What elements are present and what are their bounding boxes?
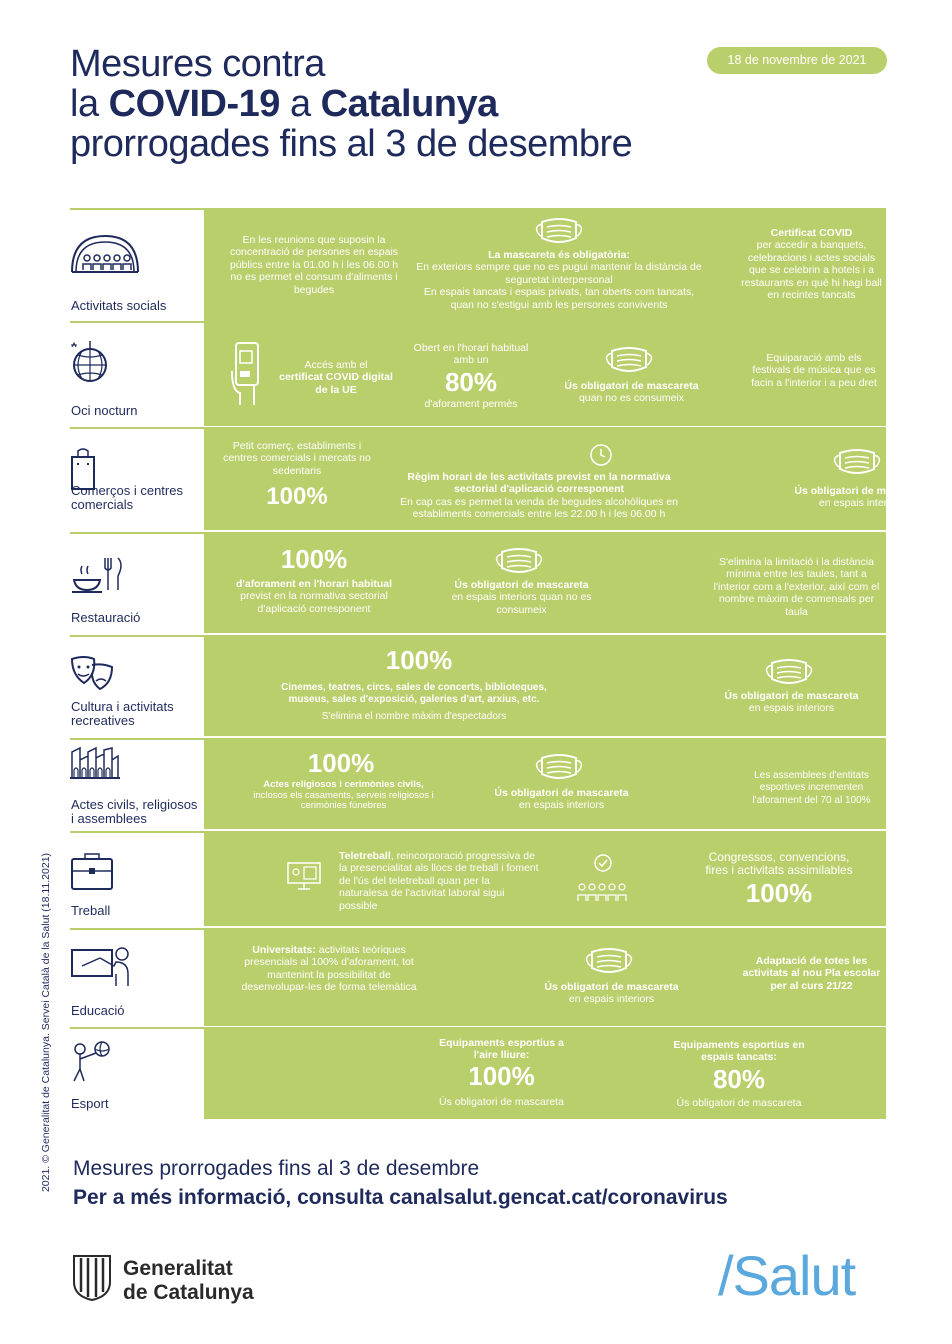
generalitat-seal-icon xyxy=(70,1252,114,1302)
row-actes xyxy=(70,740,886,829)
rest-mask-block: Ús obligatori de mascareta en espais interiors quan no es consumeix xyxy=(451,579,592,616)
buildings-icon xyxy=(70,746,140,792)
esport-indoor-mask: Ús obligatori de mascareta xyxy=(676,1097,802,1109)
credit-note: 2021. © Generalitat de Catalunya. Servei Català de la Salut (18.11.2021) xyxy=(40,852,52,1193)
people-icon xyxy=(70,232,140,278)
esport-outdoor-value: 100% xyxy=(468,1061,535,1091)
page-title xyxy=(70,44,632,164)
educacio-mask-block: Ús obligatori de mascareta en espais interiors xyxy=(544,981,679,1006)
label-activitats-socials: Activitats socials xyxy=(71,298,167,313)
educacio-school-plan-text: Adaptació de totes les activitats al nou Pla escolar per al curs 21/22 xyxy=(742,955,881,992)
oci-mask-block: Ús obligatori de mascareta quan no es consumeix xyxy=(564,380,699,405)
restaurant-icon xyxy=(70,554,140,600)
title-line-1: Mesures contra xyxy=(70,43,325,85)
oci-capacity-title: Obert en l'horari habitual amb un xyxy=(413,342,529,367)
disco-ball-icon xyxy=(70,341,140,387)
row-treball xyxy=(70,833,886,926)
esport-outdoor-title: Equipaments esportius a l'aire lliure: xyxy=(439,1037,564,1062)
row-esport xyxy=(70,1029,886,1119)
esport-outdoor-mask: Ús obligatori de mascareta xyxy=(439,1096,564,1108)
label-esport: Esport xyxy=(71,1096,109,1111)
educacio-university-block: Universitats: activitats teòriques presencials al 100% d'aforament, tot mantenint la possibilitat de desenvolupar-les de forma telemàtica xyxy=(241,944,417,994)
label-oci-nocturn: Oci nocturn xyxy=(71,403,138,418)
mask-icon xyxy=(534,216,584,246)
rest-capacity-value: 100% xyxy=(280,544,348,574)
comerc-shops-value: 100% xyxy=(266,483,328,510)
social-certificate-block: Certificat COVID per accedir a banquets, celebracions i actes socials que se celebrin a hotels i a restaurants en què hi hagi ball en recintes tancats xyxy=(741,227,882,302)
rest-capacity-block: d'aforament en l'horari habitual previst en la normativa sectorial d'aplicació corresponent xyxy=(235,578,393,615)
footer-extension-text: Mesures prorrogades fins al 3 de desembre xyxy=(73,1157,480,1180)
rest-tables-text: S'elimina la limitació i la distància mínima entre les taules, tant a l'interior com a l'exterior, així com el nombre màxim de comensals per taula xyxy=(713,556,880,618)
label-educacio: Educació xyxy=(71,1003,125,1018)
label-cultura: Cultura i activitats recreatives xyxy=(71,699,174,728)
mask-icon xyxy=(534,752,584,782)
row-oci-nocturn xyxy=(70,323,886,426)
comerc-hours-block: Règim horari de les activitats previst en la normativa sectorial d'aplicació corresponent En cap cas es permet la venda de begudes alcohòliques en establiments comercials entre les 22.00 h i les 06.00 h xyxy=(400,471,678,521)
label-treball: Treball xyxy=(71,903,111,918)
treball-congress-text: Congressos, convencions, fires i activitats assimilables xyxy=(705,850,853,877)
label-comercos: Comerços i centres comercials xyxy=(71,483,183,512)
mask-icon xyxy=(584,946,634,976)
audience-icon xyxy=(574,853,632,905)
mask-icon xyxy=(832,447,882,477)
mask-icon xyxy=(604,345,654,375)
esport-indoor-title: Equipaments esportius en espais tancats: xyxy=(673,1039,805,1064)
oci-certificate-block: Accés amb el certificat COVID digital de la UE xyxy=(279,359,393,396)
label-restauracio: Restauració xyxy=(71,610,141,625)
treball-congress-value: 100% xyxy=(745,878,813,908)
row-activitats-socials xyxy=(70,210,886,321)
clock-icon xyxy=(589,443,613,467)
mask-icon xyxy=(764,657,814,687)
cultura-capacity-value: 100% xyxy=(385,645,453,675)
row-comercos xyxy=(70,429,929,530)
treball-telework-block: Teletreball, reincorporació progressiva de la presencialitat als llocs de treball i foment de l'ús del teletreball quan per la naturalesa de l'activitat laboral sigui possible xyxy=(339,850,539,912)
oci-capacity-value: 80% xyxy=(444,367,498,397)
briefcase-icon xyxy=(70,851,140,897)
actes-ceremonies-block: Actes religiosos i cerimònies civils, inclosos els casaments, serveis religiosos i cerimònies fúnebres xyxy=(253,779,434,811)
actes-mask-block: Ús obligatori de mascareta en espais interiors xyxy=(494,787,629,812)
oci-capacity-body: d'aforament permès xyxy=(424,398,518,410)
social-meals-text: En les reunions que suposin la concentració de persones en espais públics entre la 01.00 h i les 06.00 h no es permet el consum d'aliments i begudes xyxy=(229,234,399,296)
teacher-icon xyxy=(70,944,140,990)
comerc-shops-text: Petit comerç, establiments i centres comercials i mercats no sedentaris xyxy=(223,440,371,477)
sports-icon xyxy=(70,1039,140,1085)
salut-logo: /Salut xyxy=(718,1244,856,1307)
actes-capacity-value: 100% xyxy=(307,748,375,778)
footer-info-link[interactable]: Per a més informació, consulta canalsalut.gencat.cat/coronavirus xyxy=(73,1186,728,1209)
title-line-2: la COVID-19 a Catalunya xyxy=(70,83,498,125)
actes-assemblies-text: Les assemblees d'entitats esportives incrementen l'aforament del 70 al 100% xyxy=(752,770,871,806)
social-mask-block: La mascareta és obligatòria: En exteriors sempre que no es pugui mantenir la distància de seguretat interpersonal En espais tancats i espais privats, tan oberts com tancats, quan no s'estigui amb les persones convivents xyxy=(416,249,702,311)
mask-icon xyxy=(494,546,544,576)
cultura-venues-text: Cinemes, teatres, circs, sales de concerts, biblioteques, museus, sales d'exposició, galeries d'art, arxius, etc. xyxy=(281,682,547,706)
phone-certificate-icon xyxy=(230,341,264,407)
cultura-spectators-text: S'elimina el nombre màxim d'espectadors xyxy=(321,711,507,722)
generalitat-logo-text: Generalitat de Catalunya xyxy=(123,1257,254,1304)
row-cultura xyxy=(70,637,886,736)
cultura-mask-block: Ús obligatori de mascareta en espais interiors xyxy=(724,690,859,715)
date-badge: 18 de novembre de 2021 xyxy=(707,47,887,74)
row-educacio xyxy=(70,930,886,1026)
esport-indoor-value: 80% xyxy=(712,1064,766,1094)
video-call-icon xyxy=(286,861,322,891)
comerc-mask-block: Ús obligatori de mascareta en espais interiors xyxy=(794,485,929,510)
oci-festivals-text: Equiparació amb els festivals de música que es facin a l'interior i a peu dret xyxy=(751,352,877,389)
row-restauracio xyxy=(70,534,886,633)
title-line-3: prorrogades fins al 3 de desembre xyxy=(70,123,633,165)
theatre-masks-icon xyxy=(70,655,140,701)
label-actes: Actes civils, religiosos i assemblees xyxy=(71,797,198,826)
